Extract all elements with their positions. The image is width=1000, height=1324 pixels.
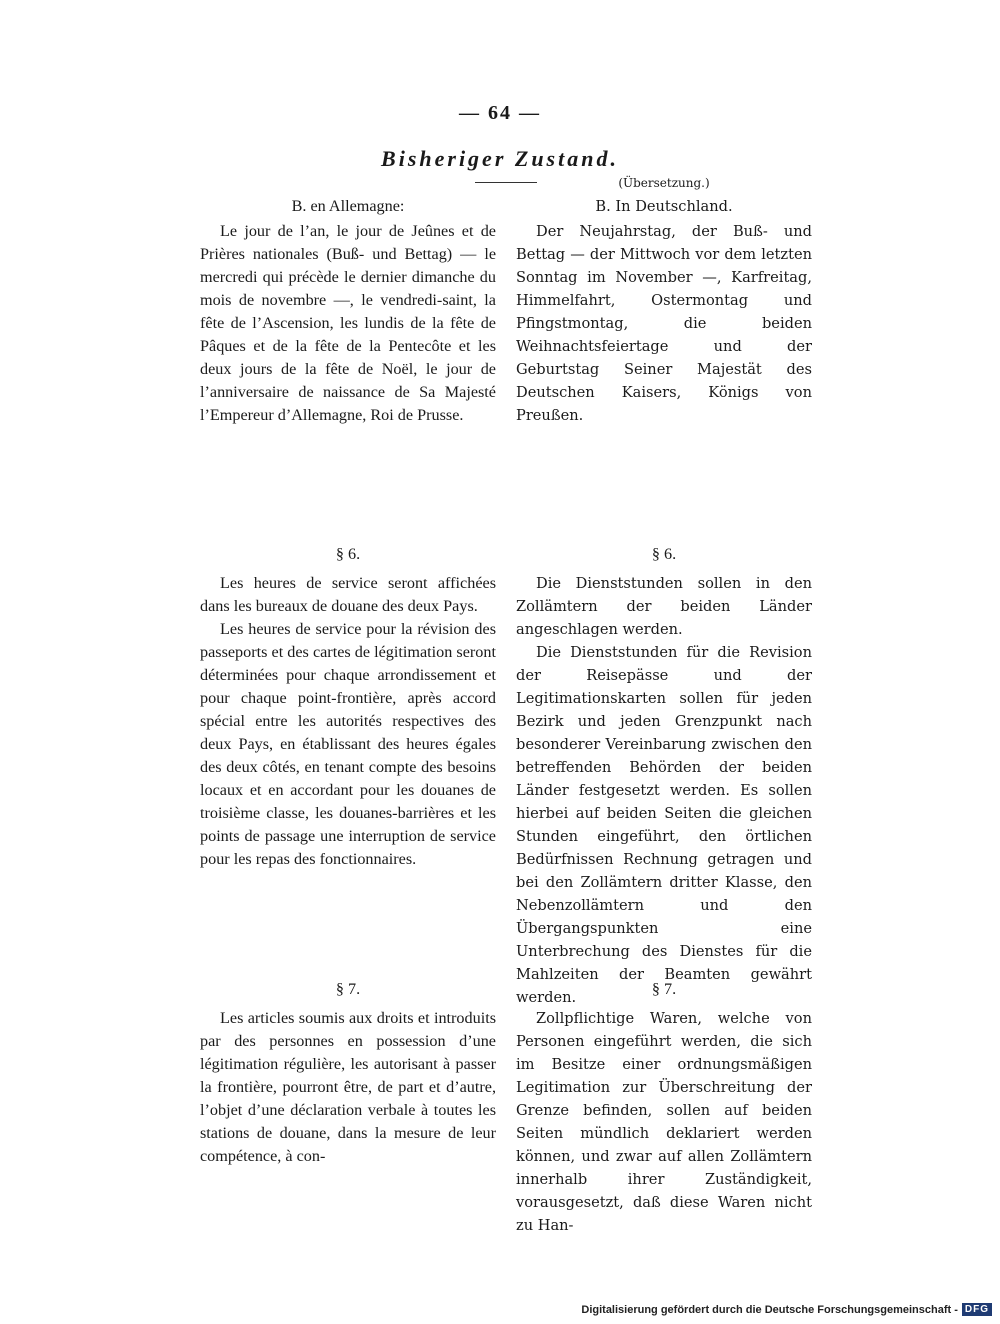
- block-b-german: [516, 175, 812, 427]
- section-6-german-p1: Die Dienststunden sollen in den Zollämtern der beiden Länder angeschlagen werden.: [516, 575, 812, 638]
- block-b-french-heading: B. en Allemagne:: [291, 197, 405, 215]
- section-6-french-heading: § 6.: [335, 545, 361, 563]
- digitization-credit-text: Digitalisierung gefördert durch die Deutsche Forschungsgemeinschaft -: [581, 1303, 958, 1316]
- translation-note: (Übersetzung.): [618, 176, 710, 190]
- block-b-german-text: Der Neujahrstag, der Buß- und Bettag — der Mittwoch vor dem letzten Sonntag im November —, Karfreitag, Himmelfahrt, Ostermontag und Pfingstmontag, die beiden Weihnachtsfeiertage und der Geburtstag Seiner Majestät des Deutschen Kaisers, Königs von Preußen.: [516, 223, 812, 424]
- section-6-german: [516, 543, 812, 1009]
- section-7-french-heading: § 7.: [335, 980, 361, 998]
- section-7-german: [516, 978, 812, 1237]
- section-6-french-p1: Les heures de service seront affichées dans les bureaux de douane des deux Pays.: [200, 574, 496, 615]
- dfg-logo: DFG: [962, 1303, 992, 1316]
- section-6-french: [200, 543, 496, 871]
- block-b-german-heading: B. In Deutschland.: [595, 198, 733, 215]
- section-6-german-heading: § 6.: [651, 545, 677, 563]
- page-title: Bisheriger Zustand.: [381, 146, 619, 171]
- block-b-french-text: Le jour de l’an, le jour de Jeûnes et de Prières nationales (Buß- und Bettag) — le mercredi qui précède le dernier dimanche du mois de novembre —, le vendredi-saint, la fête de l’Ascension, les lundis de la fête de Pâques et de la fête de la Pentecôte et les deux jours de la fête de Noël, le jour de l’anniversaire de naissance de Sa Majesté l’Empereur d’Allemagne, Roi de Prusse.: [200, 222, 496, 424]
- section-6-german-p2: Die Dienststunden für die Revision der Reisepässe und der Legitimationskarten sollen für jeden Bezirk und jeden Grenzpunkt nach besonderer Vereinbarung zwischen den betreffenden Behörden der beiden Länder festgesetzt werden. Es sollen hierbei auf beiden Seiten die gleichen Stunden eingeführt, den örtlichen Bedürfnissen Rechnung getragen und bei den Zollämtern dritter Klasse, den Nebenzollämtern und den Übergangspunkten eine Unterbrechung des Dienstes für die Mahlzeiten der Beamten gewährt werden.: [516, 644, 812, 1006]
- section-7-french-p1: Les articles soumis aux droits et introduits par des personnes en possession d’une légitimation régulière, les autorisant à passer la frontière, pourront être, de part et d’autre, l’objet d’une déclaration verbale à toutes les stations de douane, dans la mesure de leur compétence, à con-: [200, 1009, 496, 1165]
- page-number: — 64 —: [459, 102, 541, 124]
- section-6-french-p2: Les heures de service pour la révision des passeports et des cartes de légitimation seront déterminées pour chaque arrondissement et pour chaque point-frontière, après accord spécial entre les autorités respectives des deux Pays, en établissant des heures égales des deux côtés, en tenant compte des besoins locaux et en accordant pour les douanes de troisième classe, les douanes-barrières et les points de passage une interruption de service pour les repas des fonctionnaires.: [200, 620, 496, 868]
- section-7-german-heading: § 7.: [651, 980, 677, 998]
- section-7-french: [200, 978, 496, 1168]
- section-7-german-p1: Zollpflichtige Waren, welche von Personen eingeführt werden, die sich im Besitze einer ordnungsmäßigen Legitimation zur Überschreitung der Grenze befinden, sollen auf beiden Seiten mündlich deklariert werden können, und zwar auf allen Zollämtern innerhalb ihrer Zuständigkeit, vorausgesetzt, daß diese Waren nicht zu Han-: [516, 1010, 812, 1234]
- digitization-credit: [581, 1303, 992, 1316]
- block-b-french: [200, 193, 496, 427]
